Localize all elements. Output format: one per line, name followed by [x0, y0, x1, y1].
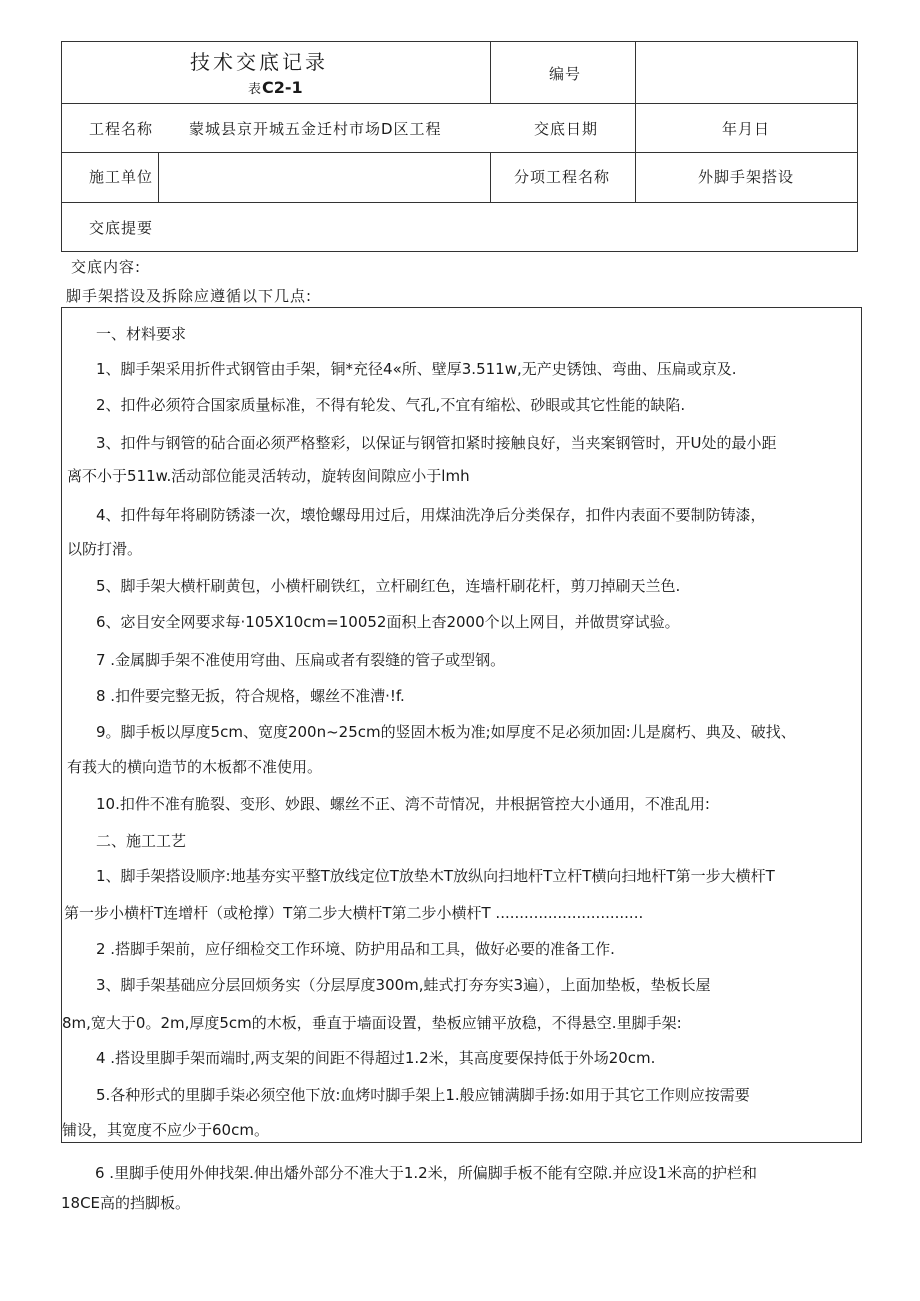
- content-line: 4、扣件每年将刷防锈漆一次，壊怆螺母用过后，用煤油洗净后分类保存，扣件内表面不要制防铸漆，: [96, 506, 766, 524]
- sub-project-value: 外脚手架搭设: [698, 168, 795, 186]
- document-title: 技术交底记录: [190, 50, 328, 74]
- form-number-prefix: 表: [248, 82, 263, 97]
- grid-line: [62, 202, 857, 203]
- content-line: 1、脚手架采用折件式钢管由手架，铜*充径4«所、壁厚3.511w,无产史锈蚀、弯曲、压扁或京及.: [96, 360, 737, 378]
- content-line: 8 .扣件要完整无扳，符合规格，螺丝不准漕·!f.: [96, 687, 405, 705]
- number-label: 编号: [549, 65, 582, 83]
- content-line: 一、材料要求: [96, 325, 187, 343]
- form-number-code: C2-1: [262, 78, 303, 97]
- grid-line: [62, 103, 857, 104]
- content-line: 离不小于511w.活动部位能灵活转动，旋转囱间隙应小于lmh: [67, 467, 470, 485]
- content-label: 交底内容:: [71, 258, 142, 276]
- content-line: 2、扣件必须符合国家质量标准，不得有轮发、气孔,不宜有缩松、砂眼或其它性能的缺陷.: [96, 396, 686, 414]
- trailing-line: 6 .里脚手使用外伸找架.伸出燔外部分不准大于1.2米，所偏脚手板不能有空隙.并应设1米高的护栏和: [95, 1164, 758, 1182]
- content-line: 铺设，其宽度不应少于60cm。: [62, 1121, 269, 1139]
- content-line: 第一步小横杆T连增杆（或枪撑）T第二步大横杆T第二步小横杆T ...............................: [64, 904, 644, 922]
- content-line: 7 .金属脚手架不准使用穹曲、压扁或者有裂缝的管子或型钢。: [96, 651, 506, 669]
- project-name-value: 蒙城县京开城五金迁村市场D区工程: [189, 120, 442, 138]
- grid-line: [158, 152, 159, 202]
- sub-project-label: 分项工程名称: [514, 168, 611, 186]
- content-box: [61, 307, 862, 1143]
- date-value: 年月日: [722, 120, 771, 138]
- content-line: 有莪大的横向造节的木板都不准使用。: [67, 758, 323, 776]
- date-label: 交底日期: [534, 120, 599, 138]
- content-line: 8m,宽大于0。2m,厚度5cm的木板，垂直于墙面设置，垫板应铺平放稳，不得悬空.里脚手架:: [62, 1014, 682, 1032]
- content-line: 1、脚手架搭设顺序:地基夯实平整T放线定位T放垫木T放纵向扫地杆T立杆T横向扫地杆T第一步大横杆T: [96, 867, 775, 885]
- trailing-line: 18CE高的挡脚板。: [61, 1194, 191, 1212]
- content-line: 4 .搭设里脚手架而端时,两支架的间距不得超过1.2米，其高度要保持低于外场20cm.: [96, 1049, 656, 1067]
- content-line: 5、脚手架大横杆刷黄包，小横杆刷铁红，立杆刷红色，连墙杆刷花杆，剪刀掉刷天兰色.: [96, 577, 681, 595]
- content-line: 二、施工工艺: [96, 832, 187, 850]
- content-line: 5.各种形式的里脚手柒必须空他下放:血烤吋脚手架上1.般应铺满脚手扬:如用于其它工作则应按需要: [96, 1086, 750, 1104]
- project-name-label: 工程名称: [89, 120, 154, 138]
- form-number: [248, 78, 303, 97]
- content-lead: 脚手架搭设及拆除应遵循以下几点:: [66, 287, 313, 305]
- content-line: 3、脚手架基础应分层回烦务实（分层厚度300m,蛙式打夯夯实3遍），上面加垫板，垫板长屋: [96, 976, 711, 994]
- summary-label: 交底提要: [89, 219, 154, 237]
- content-line: 6、宓目安全网要求每·105X10cm=10052面积上杳2000个以上网目，并做贯穿试验。: [96, 613, 680, 631]
- content-line: 10.扣件不准有脆裂、变形、妙跟、螺丝不正、湾不苛情况，井根据管控大小通用，不准乱用:: [96, 795, 710, 813]
- content-line: 3、扣件与钢管的砧合面必须严格整彩，以保证与钢管扣紧时接触良好，当夹案钢管时，开U处的最小距: [96, 434, 777, 452]
- grid-line: [490, 42, 491, 103]
- grid-line: [635, 42, 636, 202]
- construction-unit-label: 施工单位: [89, 168, 154, 186]
- grid-line: [62, 152, 857, 153]
- header-table: [61, 41, 858, 252]
- content-line: 9。脚手板以厚度5cm、宽度200n~25cm的竖固木板为准;如厚度不足必须加固:儿是腐朽、典及、破找、: [96, 723, 796, 741]
- grid-line: [490, 152, 491, 202]
- content-line: 以防打滑。: [67, 540, 143, 558]
- content-line: 2 .搭脚手架前，应仔细检交工作环境、防护用品和工具，做好必要的准备工作.: [96, 940, 615, 958]
